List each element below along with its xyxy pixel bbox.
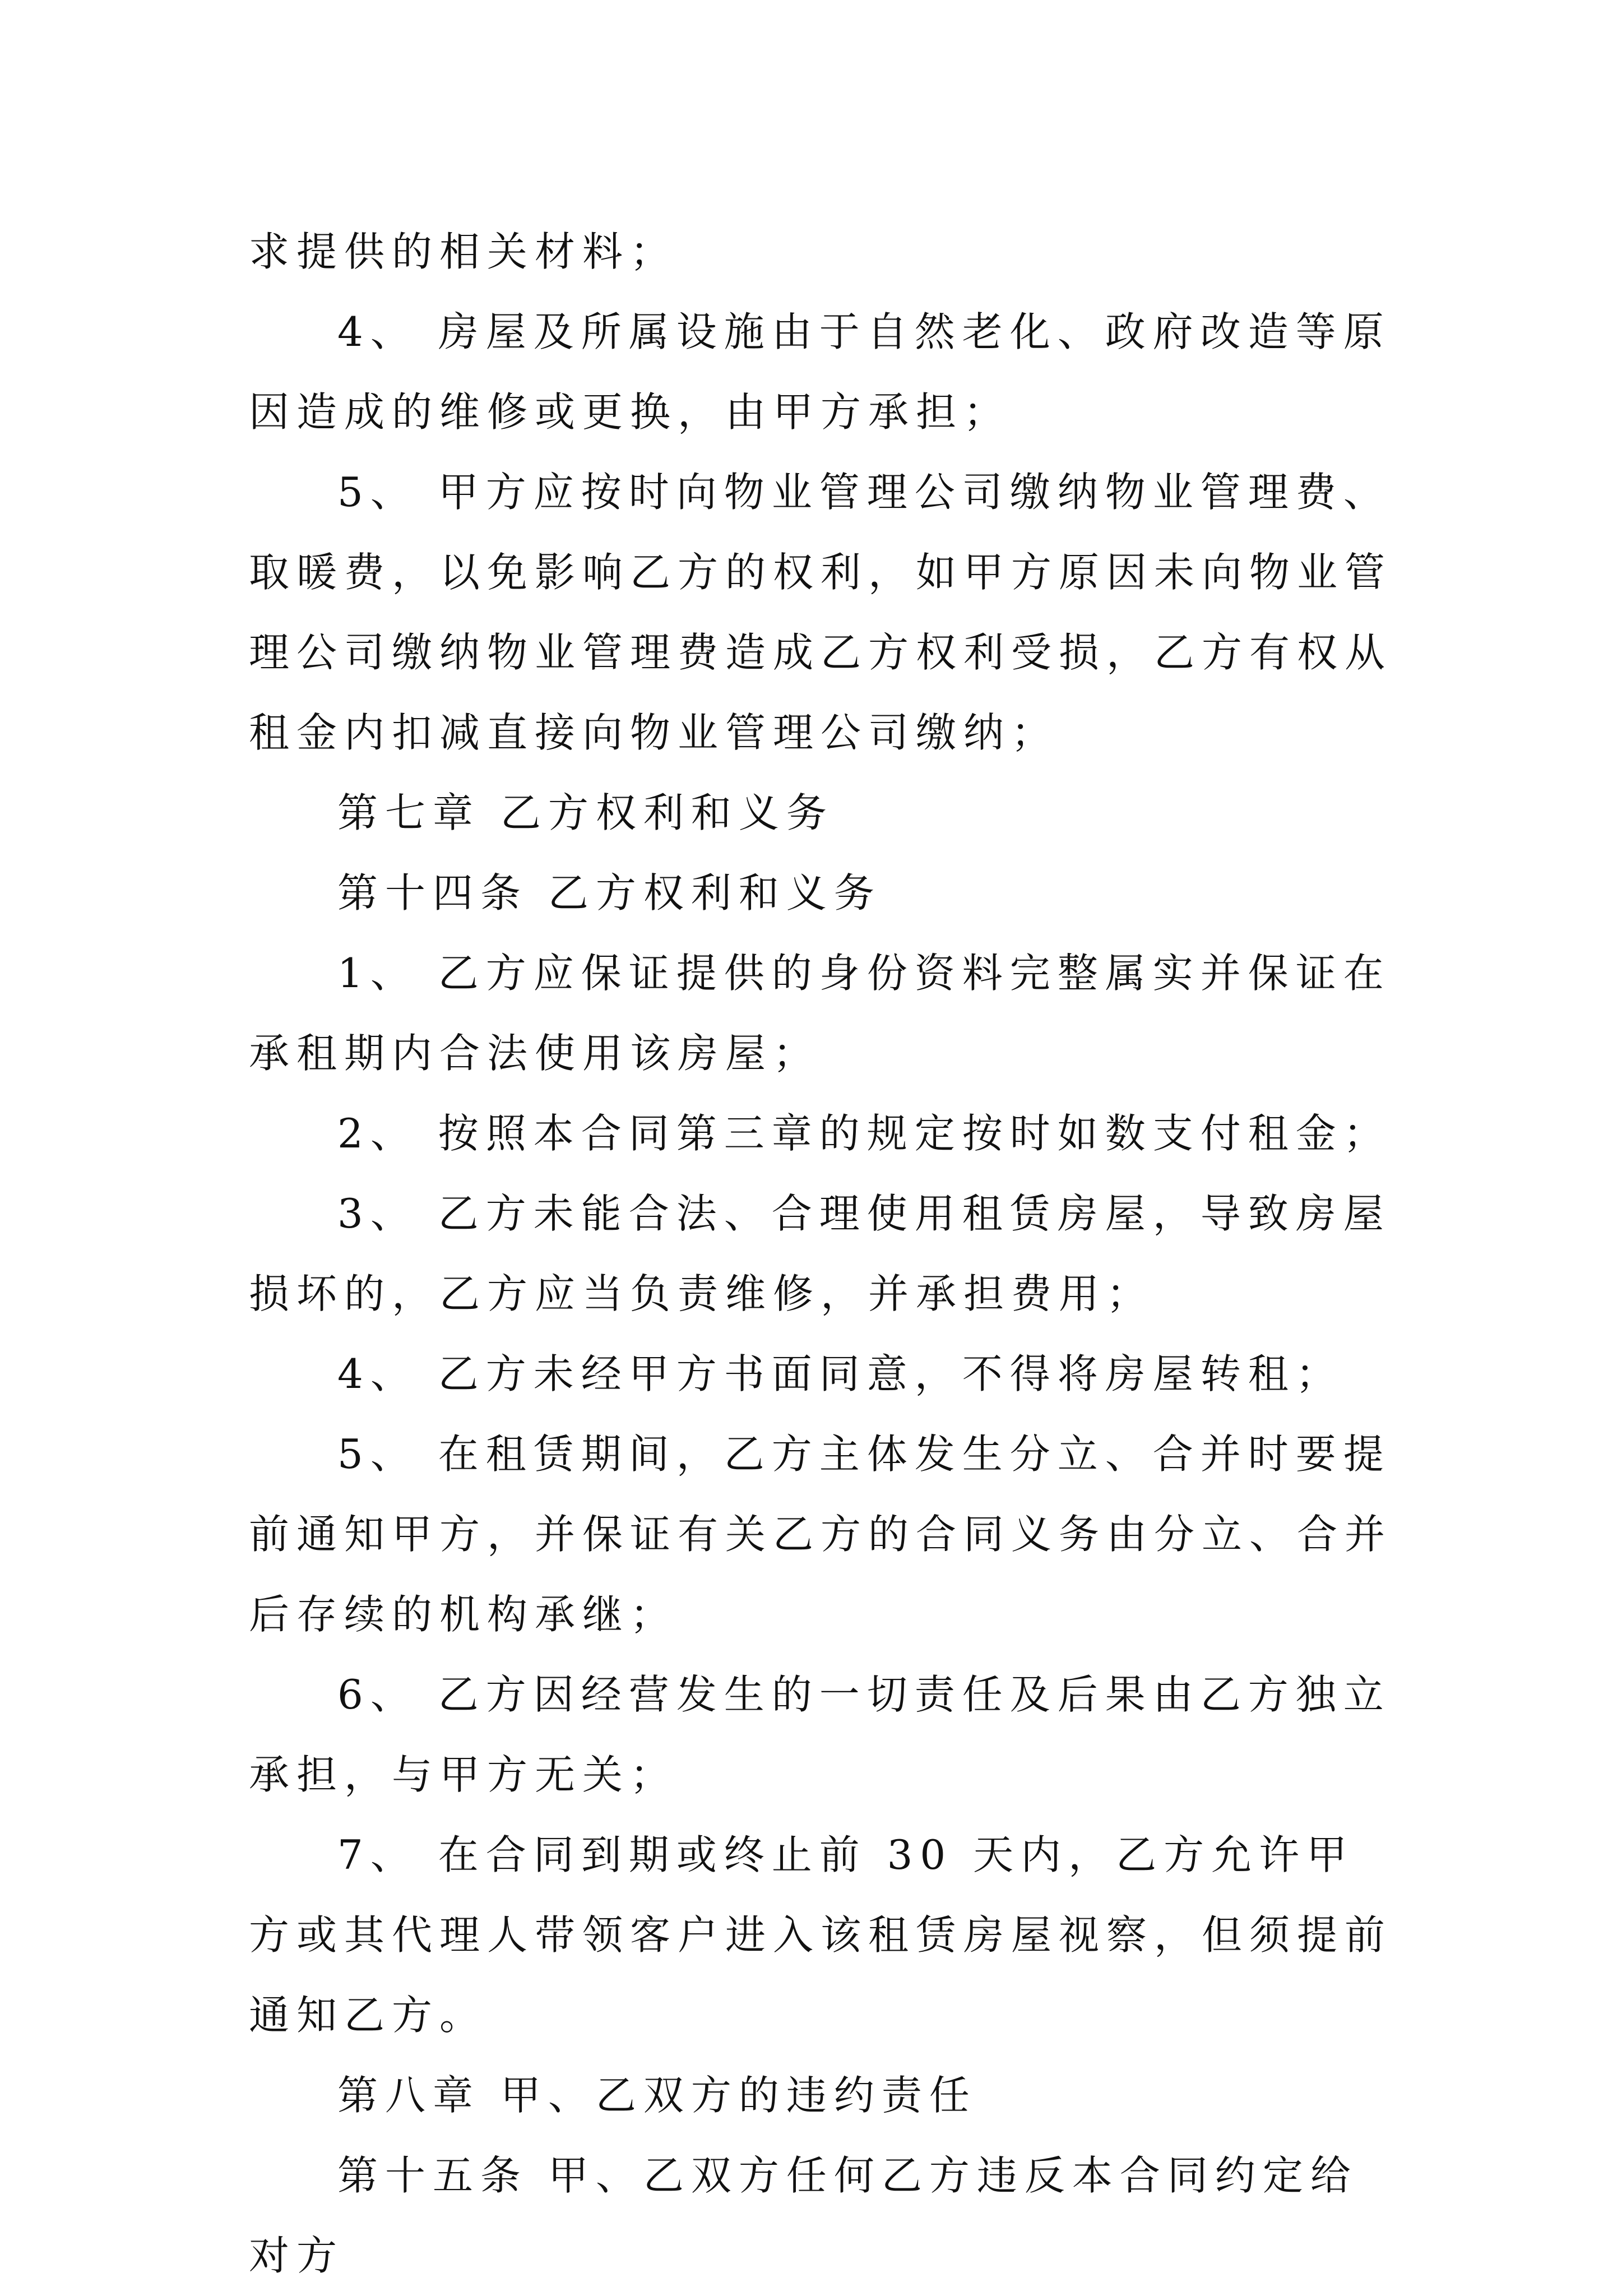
paragraph: 7、 在合同到期或终止前 30 天内，乙方允许甲方或其代理人带领客户进入该租赁房屋视察，但须提前通知乙方。 <box>249 1831 1393 2039</box>
paragraph: 求提供的相关材料； <box>249 228 678 275</box>
paragraph: 4、 乙方未经甲方书面同意，不得将房屋转租； <box>337 1350 1343 1397</box>
paragraph: 1、 乙方应保证提供的身份资料完整属实并保证在承租期内合法使用该房屋； <box>249 950 1391 1077</box>
article-heading: 第十四条 乙方权利和义务 <box>337 869 882 916</box>
chapter-heading: 第八章 甲、乙双方的违约责任 <box>337 2072 977 2119</box>
paragraph: 4、 房屋及所属设施由于自然老化、政府改造等原因造成的维修或更换，由甲方承担； <box>249 308 1391 436</box>
paragraph: 3、 乙方未能合法、合理使用租赁房屋，导致房屋损坏的，乙方应当负责维修，并承担费用； <box>249 1190 1391 1317</box>
article-heading: 第十五条 甲、乙双方任何乙方违反本合同约定给对方 <box>249 2152 1358 2279</box>
chapter-heading: 第七章 乙方权利和义务 <box>337 789 834 836</box>
paragraph: 5、 甲方应按时向物业管理公司缴纳物业管理费、取暖费，以免影响乙方的权利，如甲方原因未向物业管理公司缴纳物业管理费造成乙方权利受损，乙方有权从租金内扣减直接向物业管理公司缴纳； <box>249 469 1393 756</box>
paragraph: 5、 在租赁期间，乙方主体发生分立、合并时要提前通知甲方，并保证有关乙方的合同义务由分立、合并后存续的机构承继； <box>249 1431 1393 1638</box>
paragraph: 2、 按照本合同第三章的规定按时如数支付租金； <box>337 1110 1391 1157</box>
paragraph: 6、 乙方因经营发生的一切责任及后果由乙方独立承担，与甲方无关； <box>249 1671 1391 1798</box>
document-body <box>249 212 1392 2296</box>
